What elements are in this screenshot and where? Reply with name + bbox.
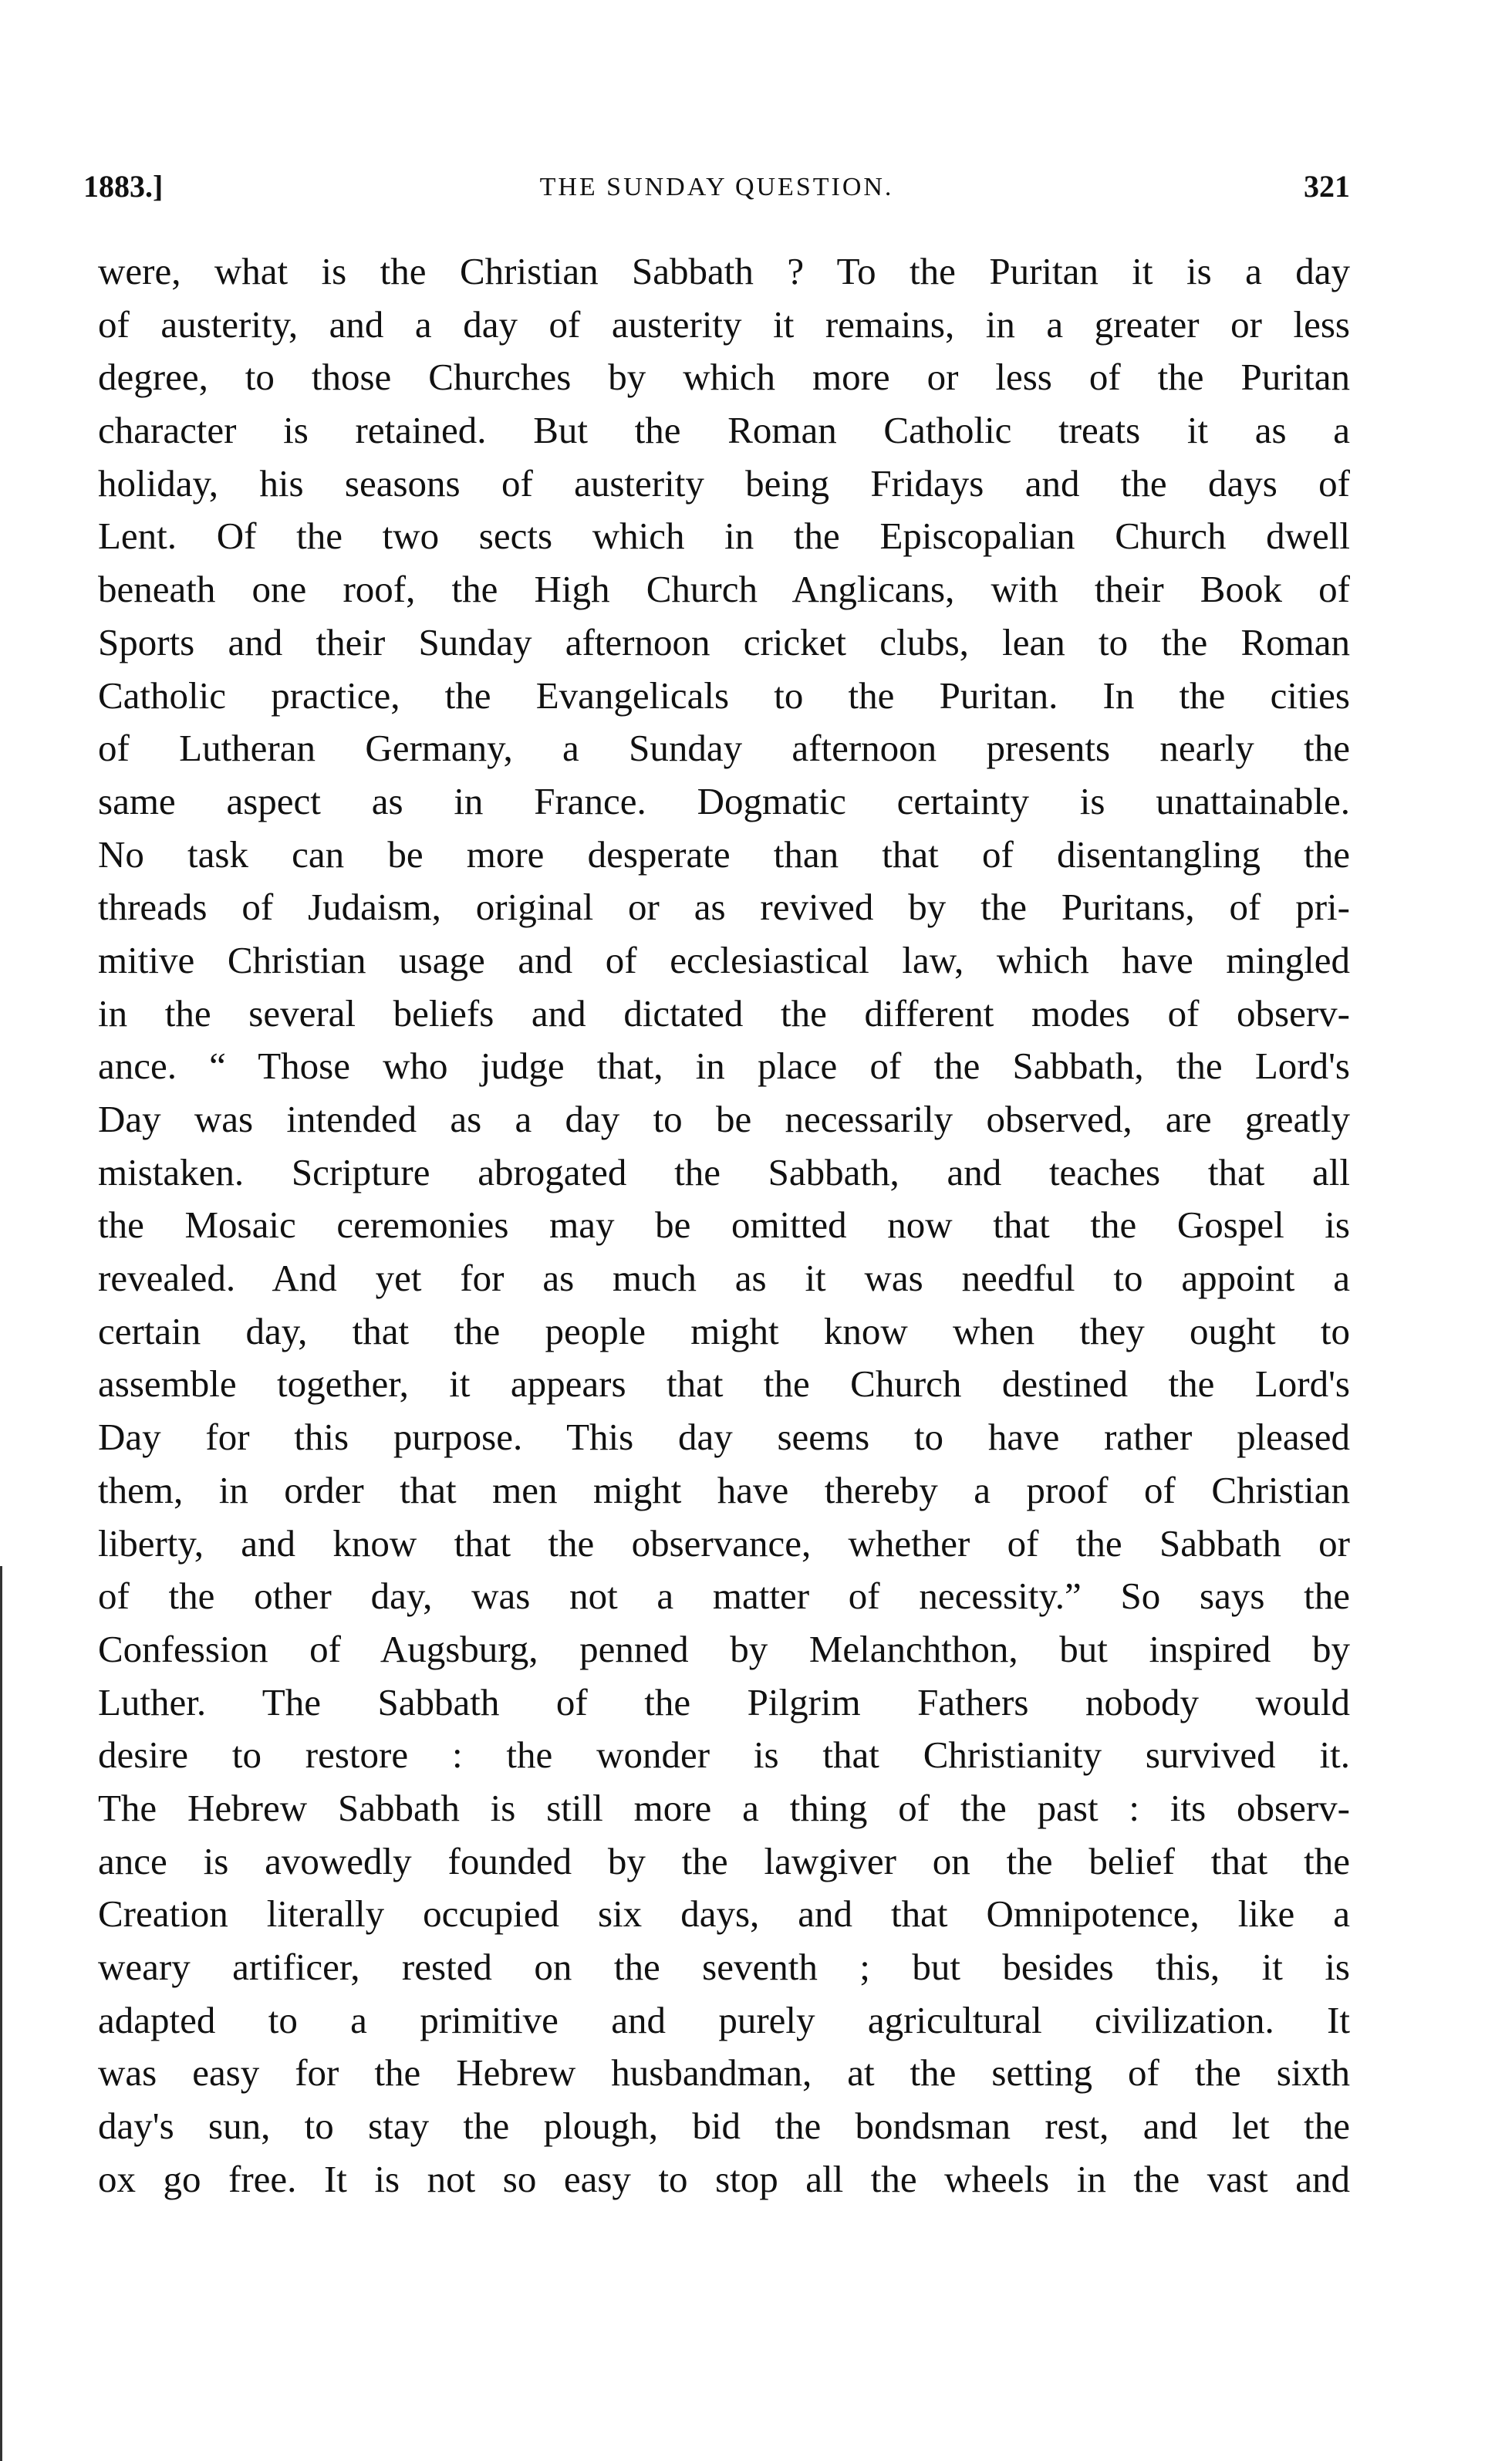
text-line: ance. “ Those who judge that, in place of the Sabbath, the Lord's: [98, 1045, 1350, 1088]
text-line: threads of Judaism, original or as revived by the Puritans, of pri-: [98, 886, 1350, 929]
text-line: Sports and their Sunday afternoon cricket clubs, lean to the Roman: [98, 620, 1350, 663]
text-line: Luther. The Sabbath of the Pilgrim Fathers nobody would: [98, 1680, 1350, 1723]
text-line: revealed. And yet for as much as it was needful to appoint a: [98, 1257, 1350, 1300]
text-line: The Hebrew Sabbath is still more a thing of the past : its observ-: [98, 1786, 1350, 1829]
text-line: weary artificer, rested on the seventh ; but besides this, it is: [98, 1946, 1350, 1988]
text-line: assemble together, it appears that the Church destined the Lord's: [98, 1362, 1350, 1406]
text-line: desire to restore : the wonder is that Christianity survived it.: [98, 1734, 1350, 1777]
text-line: mitive Christian usage and of ecclesiastical law, which have mingled: [98, 938, 1350, 981]
text-line: Catholic practice, the Evangelicals to the Puritan. In the cities: [98, 673, 1350, 717]
text-line: ox go free. It is not so easy to stop all the wheels in the vast and: [98, 2157, 1350, 2200]
header-year: 1883.]: [83, 169, 164, 204]
text-line: Lent. Of the two sects which in the Episcopalian Church dwell: [98, 515, 1350, 558]
text-line: adapted to a primitive and purely agricultural civilization. It: [98, 1998, 1350, 2041]
text-line: beneath one roof, the High Church Anglicans, with their Book of: [98, 568, 1350, 611]
page-number: 321: [1304, 169, 1350, 204]
text-line: certain day, that the people might know when they ought to: [98, 1309, 1350, 1352]
text-line: was easy for the Hebrew husbandman, at the setting of the sixth: [98, 2051, 1350, 2095]
text-line: of the other day, was not a matter of necessity.” So says the: [98, 1575, 1350, 1618]
text-line: in the several beliefs and dictated the different modes of observ-: [98, 991, 1350, 1035]
running-header: [83, 168, 1350, 214]
text-line: them, in order that men might have thereby a proof of Christian: [98, 1468, 1350, 1511]
text-line: ance is avowedly founded by the lawgiver on the belief that the: [98, 1839, 1350, 1882]
text-line: degree, to those Churches by which more or less of the Puritan: [98, 356, 1350, 399]
text-line: of Lutheran Germany, a Sunday afternoon presents nearly the: [98, 727, 1350, 770]
text-line: character is retained. But the Roman Catholic treats it as a: [98, 409, 1350, 452]
text-line: holiday, his seasons of austerity being Fridays and the days of: [98, 461, 1350, 505]
text-line: Day was intended as a day to be necessarily observed, are greatly: [98, 1098, 1350, 1140]
text-line: No task can be more desperate than that of disentangling the: [98, 832, 1350, 876]
scan-margin-line: [0, 1566, 2, 2461]
text-line: Creation literally occupied six days, and that Omnipotence, like a: [98, 1892, 1350, 1936]
text-line: mistaken. Scripture abrogated the Sabbath, and teaches that all: [98, 1150, 1350, 1193]
text-line: liberty, and know that the observance, whether of the Sabbath or: [98, 1521, 1350, 1565]
text-line: Day for this purpose. This day seems to have rather pleased: [98, 1416, 1350, 1459]
text-line: same aspect as in France. Dogmatic certainty is unattainable.: [98, 779, 1350, 822]
text-line: of austerity, and a day of austerity it remains, in a greater or less: [98, 302, 1350, 346]
body-text: [98, 245, 1350, 2206]
text-line: Confession of Augsburg, penned by Melanchthon, but inspired by: [98, 1627, 1350, 1670]
text-line: were, what is the Christian Sabbath ? To the Puritan it is a day: [98, 250, 1350, 292]
text-line: the Mosaic ceremonies may be omitted now that the Gospel is: [98, 1203, 1350, 1247]
text-line: day's sun, to stay the plough, bid the bondsman rest, and let the: [98, 2105, 1350, 2148]
header-title: THE SUNDAY QUESTION.: [539, 173, 894, 201]
